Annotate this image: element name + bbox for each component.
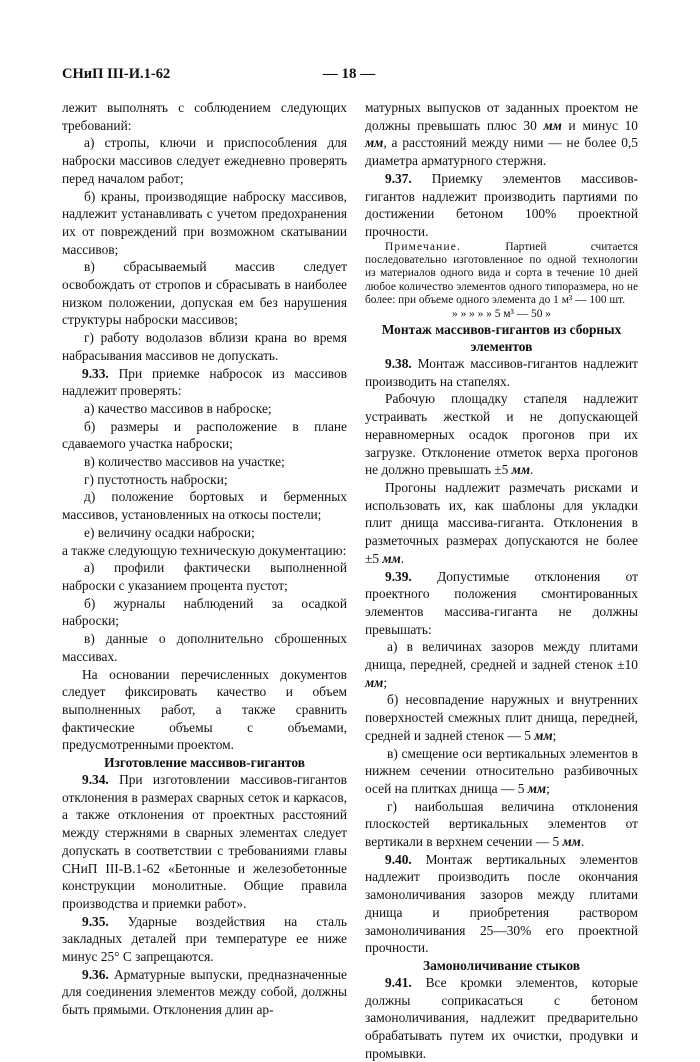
clause-9-37: [365, 170, 638, 241]
clause-text: Ударные воздействия на сталь закладных деталей при температуре ее ниже минус 25° С запрещаются.: [62, 913, 347, 965]
list-item: а) стропы, ключи и приспособления для наброски массивов следует ежедневно проверять перед началом работ;: [62, 135, 347, 186]
unit-mm: мм: [534, 727, 553, 743]
list-item: б) размеры и расположение в плане сдаваемого участка наброски;: [62, 418, 347, 452]
clause-text: Приемку элементов массивов-гигантов надлежит производить партиями по достижении бетоном 100% проектной прочности.: [365, 170, 638, 239]
list-item: а) профили фактически выполненной наброски с указанием процента пустот;: [62, 560, 347, 593]
paragraph: Прогоны надлежит размечать рисками и использовать их, как шаблоны для укладки плит днища массива-гиганта. Отклонения в разметочных размерах допускаются не более ±5 мм.: [365, 479, 638, 566]
unit-mm: мм: [511, 462, 531, 478]
unit-mm: мм: [543, 117, 562, 133]
clause-number: 9.40.: [385, 851, 412, 867]
clause-text: При изготовлении массивов-гигантов отклонения в размерах сварных сеток и каркасов, а также отклонения от проектных расстояний между стержнями в сварных элементах следует допускать в соответствии с требованиями главы СНиП III-В.1-62 «Бетонные и железобетонные конструкции монолитные. Общие правила производства и приемки работ».: [62, 772, 347, 911]
clause-number: 9.35.: [82, 913, 109, 929]
text-run: Рабочую площадку стапеля надлежит устраивать жесткой и не допускающей неравномерных осадок прогонов при их загрузке. Отклонение отметок верха прогонов не должно превышать ±5: [365, 391, 638, 478]
unit-mm: мм: [365, 135, 384, 151]
unit-mm: мм: [527, 780, 547, 796]
clause-9-35: [62, 913, 347, 966]
clause-number: 9.41.: [385, 974, 412, 990]
list-item: в) данные о дополнительно сброшенных массивах.: [62, 631, 347, 664]
clause-9-34: [62, 771, 347, 913]
section-heading-manufacture: Изготовление массивов-гигантов: [104, 755, 305, 771]
note: [365, 241, 638, 308]
paragraph: [365, 99, 638, 170]
clause-text: При приемке набросок из массивов надлежит проверять:: [62, 365, 347, 399]
text-run: Прогоны надлежит размечать рисками и использовать их, как шаблоны для укладки плит днища массива-гиганта. Отклонения в разметочных размерах допускаются не более ±5: [365, 479, 638, 566]
note-continuation: » » » » » 5 м³ — 50 »: [452, 307, 551, 320]
text-run: в) смещение оси вертикальных элементов в нижнем сечении относительно разбивочных осей на плитках днища — 5: [365, 745, 638, 796]
clause-9-39: [365, 568, 638, 639]
list-item: г) наибольшая величина отклонения плоскостей вертикальных элементов от вертикали в верхнем сечении — 5 мм.: [365, 798, 638, 850]
text-run: г) наибольшая величина отклонения плоскостей вертикальных элементов от вертикали в верхнем сечении — 5: [365, 798, 638, 850]
list-item: а) качество массивов в наброске;: [84, 400, 272, 416]
clause-text: Арматурные выпуски, предназначенные для соединения элементов между собой, должны быть прямыми. Отклонения длин ар-: [62, 966, 347, 1018]
list-item: в) сбрасываемый массив следует освобождать от стропов и сбрасывать в наиболее низком положении, допуская ем без нарушения структуры наброски массивов;: [62, 259, 347, 328]
clause-9-33: [62, 365, 347, 400]
list-item: г) работу водолазов вблизи крана во время набрасывания массивов не допускать.: [62, 330, 347, 363]
paragraph: а также следующую техническую документацию:: [62, 542, 347, 558]
paragraph: На основании перечисленных документов следует фиксировать качество и объем выполненных работ, а также сравнить фактические объемы с объемами, предусмотренными проектом.: [62, 666, 347, 753]
text-run: , а расстояний между ними — не более 0,5 диаметра арматурного стержня.: [365, 135, 638, 169]
list-item: г) пустотность наброски;: [84, 471, 228, 487]
text-run: а) в величинах зазоров между плитами днища, передней, средней и задней стенок ±10: [365, 639, 638, 673]
clause-9-36: [62, 966, 347, 1019]
paragraph: лежит выполнять с соблюдением следующих требований:: [62, 100, 347, 133]
running-header: [62, 66, 636, 88]
list-item: в) количество массивов на участке;: [84, 454, 285, 470]
page-number: — 18 —: [322, 66, 376, 82]
text-run: и минус 10: [561, 117, 638, 133]
list-item: в) смещение оси вертикальных элементов в нижнем сечении относительно разбивочных осей на плитках днища — 5 мм;: [365, 745, 638, 796]
text-run: б) несовпадение наружных и внутренних поверхностей смежных плит днища, передней, средней и задней стенок — 5: [365, 692, 638, 743]
clause-number: 9.34.: [82, 772, 109, 788]
clause-text: Монтаж вертикальных элементов надлежит производить после окончания замоноличивания зазоров между плитами днища и приобретения раствором замоноличивания 25—30% его проектной прочности.: [365, 851, 638, 956]
text-run: матурных выпусков от заданных проектом не должны превышать плюс 30: [365, 100, 638, 133]
clause-number: 9.39.: [385, 568, 412, 584]
list-item: б) журналы наблюдений за осадкой наброски;: [62, 595, 347, 629]
clause-number: 9.36.: [82, 966, 109, 982]
paragraph: Рабочую площадку стапеля надлежит устраивать жесткой и не допускающей неравномерных осадок прогонов при их загрузке. Отклонение отметок верха прогонов не должно превышать ±5 мм.: [365, 391, 638, 478]
clause-9-38: [365, 355, 638, 390]
unit-mm: мм: [365, 674, 384, 690]
unit-mm: мм: [562, 834, 581, 850]
left-column: [62, 99, 347, 1019]
clause-9-41: [365, 974, 638, 1062]
right-column: [365, 99, 638, 1062]
section-heading-assembly: Монтаж массивов-гигантов из сборных элементов: [381, 322, 622, 355]
unit-mm: мм: [382, 550, 401, 566]
clause-text: Все кромки элементов, которые должны соприкасаться с бетоном замоноличивания, надлежит предварительно обрабатывать путем их очистки, продувки и промывки.: [365, 974, 638, 1061]
list-item: д) положение бортовых и берменных массивов, установленных на откосы постели;: [62, 489, 347, 523]
clause-number: 9.33.: [82, 365, 109, 381]
note-label: Примечание.: [385, 240, 462, 253]
list-item: е) величину осадки наброски;: [84, 524, 255, 540]
list-item: а) в величинах зазоров между плитами днища, передней, средней и задней стенок ±10 мм;: [365, 639, 638, 690]
clause-9-40: [365, 851, 638, 957]
clause-number: 9.37.: [385, 170, 412, 186]
clause-text: Монтаж массивов-гигантов надлежит производить на стапелях.: [365, 356, 638, 389]
note-text: Партией считается последовательно изготовленное по одной технологии из материалов одного вида и сорта в течение 10 дней любое количество элементов одного типоразмера, но не более: при объеме одного элемента до 1 м³ — 100 шт.: [365, 240, 638, 307]
document-code: СНиП III-И.1-62: [62, 66, 171, 82]
section-heading-joints: Замоноличивание стыков: [423, 957, 580, 973]
list-item: б) несовпадение наружных и внутренних поверхностей смежных плит днища, передней, средней и задней стенок — 5 мм;: [365, 692, 638, 743]
clause-text: Допустимые отклонения от проектного положения смонтированных элементов массива-гиганта не должны превышать:: [365, 568, 638, 637]
list-item: б) краны, производящие наброску массивов, надлежит устанавливать с учетом предохранения их от повреждений при возможном скатывании массивов;: [62, 188, 347, 257]
clause-number: 9.38.: [385, 356, 412, 372]
